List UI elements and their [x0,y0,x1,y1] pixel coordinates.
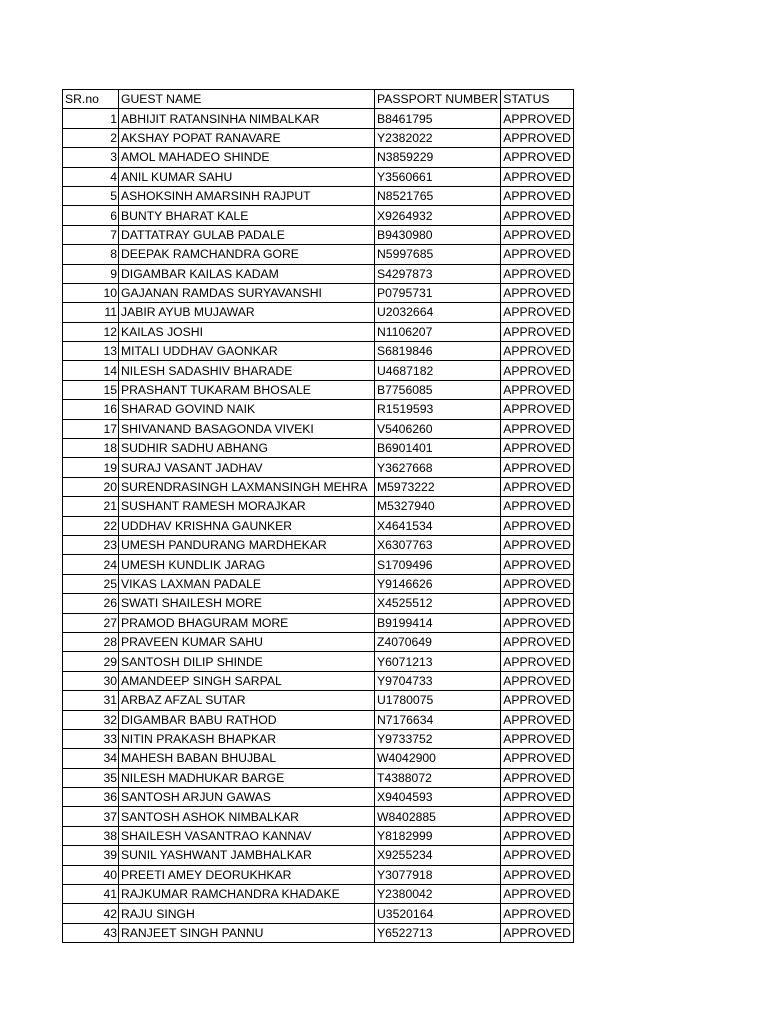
status-cell: APPROVED [501,322,574,341]
guest-name-cell: NILESH SADASHIV BHARADE [119,361,375,380]
passport-number-cell: Y3627668 [375,458,501,477]
sr-no-cell: 17 [63,419,119,438]
table-row [63,128,574,147]
table-row [63,846,574,865]
table-row [63,749,574,768]
passport-number-cell: T4388072 [375,768,501,787]
table-row [63,904,574,923]
table-row [63,768,574,787]
status-cell: APPROVED [501,729,574,748]
table-row [63,807,574,826]
table-row [63,342,574,361]
status-cell: APPROVED [501,225,574,244]
sr-no-cell: 43 [63,923,119,942]
guest-name-cell: UMESH KUNDLIK JARAG [119,555,375,574]
sr-no-cell: 42 [63,904,119,923]
status-cell: APPROVED [501,904,574,923]
sr-no-cell: 12 [63,322,119,341]
passport-number-cell: U4687182 [375,361,501,380]
guest-name-cell: DIGAMBAR BABU RATHOD [119,710,375,729]
guest-name-cell: PRAVEEN KUMAR SAHU [119,632,375,651]
passport-number-cell: N1106207 [375,322,501,341]
status-cell: APPROVED [501,439,574,458]
table-row [63,923,574,942]
table-row [63,458,574,477]
passport-number-cell: Y6522713 [375,923,501,942]
table-row [63,206,574,225]
status-cell: APPROVED [501,361,574,380]
status-cell: APPROVED [501,749,574,768]
sr-no-cell: 35 [63,768,119,787]
guest-name-cell: ASHOKSINH AMARSINH RAJPUT [119,186,375,205]
guest-name-cell: SHARAD GOVIND NAIK [119,400,375,419]
passport-number-cell: S1709496 [375,555,501,574]
table-row [63,109,574,128]
guest-name-cell: SANTOSH ASHOK NIMBALKAR [119,807,375,826]
status-cell: APPROVED [501,652,574,671]
passport-number-cell: X4525512 [375,594,501,613]
table-row [63,632,574,651]
table-row [63,186,574,205]
passport-number-cell: W4042900 [375,749,501,768]
table-row [63,885,574,904]
guest-name-cell: PRAMOD BHAGURAM MORE [119,613,375,632]
header-row [63,90,574,109]
table-row [63,497,574,516]
status-cell: APPROVED [501,167,574,186]
guest-name-cell: UMESH PANDURANG MARDHEKAR [119,535,375,554]
guest-name-cell: NILESH MADHUKAR BARGE [119,768,375,787]
guest-name-cell: SURENDRASINGH LAXMANSINGH MEHRA [119,477,375,496]
passport-number-cell: Y6071213 [375,652,501,671]
table-row [63,167,574,186]
status-cell: APPROVED [501,458,574,477]
table-row [63,245,574,264]
passport-number-cell: Y8182999 [375,826,501,845]
guest-name-cell: KAILAS JOSHI [119,322,375,341]
passport-number-cell: X9404593 [375,788,501,807]
guest-name-cell: ANIL KUMAR SAHU [119,167,375,186]
status-cell: APPROVED [501,380,574,399]
status-cell: APPROVED [501,264,574,283]
table-row [63,283,574,302]
passport-number-cell: Y9733752 [375,729,501,748]
guest-name-cell: RAJU SINGH [119,904,375,923]
table-row [63,322,574,341]
sr-no-cell: 31 [63,691,119,710]
guest-passport-table [62,89,574,943]
sr-no-cell: 33 [63,729,119,748]
table-row [63,535,574,554]
guest-name-cell: SUNIL YASHWANT JAMBHALKAR [119,846,375,865]
status-cell: APPROVED [501,691,574,710]
guest-name-cell: NITIN PRAKASH BHAPKAR [119,729,375,748]
status-cell: APPROVED [501,594,574,613]
sr-no-cell: 32 [63,710,119,729]
sr-no-cell: 38 [63,826,119,845]
passport-number-cell: X9264932 [375,206,501,225]
status-cell: APPROVED [501,865,574,884]
passport-number-cell: B9199414 [375,613,501,632]
passport-number-cell: Y2382022 [375,128,501,147]
status-cell: APPROVED [501,768,574,787]
guest-name-cell: UDDHAV KRISHNA GAUNKER [119,516,375,535]
sr-no-cell: 9 [63,264,119,283]
status-cell: APPROVED [501,710,574,729]
passport-number-cell: U1780075 [375,691,501,710]
guest-name-cell: SANTOSH DILIP SHINDE [119,652,375,671]
status-cell: APPROVED [501,109,574,128]
passport-number-cell: R1519593 [375,400,501,419]
status-cell: APPROVED [501,206,574,225]
guest-name-cell: ARBAZ AFZAL SUTAR [119,691,375,710]
sr-no-cell: 8 [63,245,119,264]
status-cell: APPROVED [501,497,574,516]
status-cell: APPROVED [501,613,574,632]
guest-name-cell: SUDHIR SADHU ABHANG [119,439,375,458]
passport-number-cell: Y3560661 [375,167,501,186]
header-sr-no: SR.no [63,90,119,109]
status-cell: APPROVED [501,807,574,826]
sr-no-cell: 23 [63,535,119,554]
header-passport-number: PASSPORT NUMBER [375,90,501,109]
status-cell: APPROVED [501,555,574,574]
passport-number-cell: Y3077918 [375,865,501,884]
passport-number-cell: Y2380042 [375,885,501,904]
status-cell: APPROVED [501,245,574,264]
status-cell: APPROVED [501,128,574,147]
sr-no-cell: 20 [63,477,119,496]
guest-name-cell: PREETI AMEY DEORUKHKAR [119,865,375,884]
passport-number-cell: U3520164 [375,904,501,923]
guest-name-cell: SANTOSH ARJUN GAWAS [119,788,375,807]
sr-no-cell: 21 [63,497,119,516]
passport-number-cell: V5406260 [375,419,501,438]
passport-number-cell: N8521765 [375,186,501,205]
sr-no-cell: 6 [63,206,119,225]
sr-no-cell: 34 [63,749,119,768]
sr-no-cell: 27 [63,613,119,632]
status-cell: APPROVED [501,923,574,942]
passport-number-cell: P0795731 [375,283,501,302]
passport-number-cell: N7176634 [375,710,501,729]
table-row [63,380,574,399]
table-row [63,594,574,613]
sr-no-cell: 26 [63,594,119,613]
passport-number-cell: X4641534 [375,516,501,535]
status-cell: APPROVED [501,342,574,361]
sr-no-cell: 22 [63,516,119,535]
status-cell: APPROVED [501,535,574,554]
guest-name-cell: SHIVANAND BASAGONDA VIVEKI [119,419,375,438]
passport-number-cell: N3859229 [375,148,501,167]
status-cell: APPROVED [501,632,574,651]
table-row [63,419,574,438]
table-row [63,400,574,419]
status-cell: APPROVED [501,186,574,205]
sr-no-cell: 19 [63,458,119,477]
status-cell: APPROVED [501,283,574,302]
passport-number-cell: B8461795 [375,109,501,128]
passport-number-cell: M5973222 [375,477,501,496]
table-row [63,303,574,322]
passport-number-cell: S4297873 [375,264,501,283]
table-row [63,225,574,244]
sr-no-cell: 10 [63,283,119,302]
status-cell: APPROVED [501,400,574,419]
passport-number-cell: B6901401 [375,439,501,458]
table-row [63,477,574,496]
sr-no-cell: 28 [63,632,119,651]
sr-no-cell: 24 [63,555,119,574]
status-cell: APPROVED [501,574,574,593]
sr-no-cell: 5 [63,186,119,205]
guest-name-cell: PRASHANT TUKARAM BHOSALE [119,380,375,399]
header-status: STATUS [501,90,574,109]
table-row [63,516,574,535]
sr-no-cell: 16 [63,400,119,419]
table-row [63,671,574,690]
status-cell: APPROVED [501,885,574,904]
sr-no-cell: 15 [63,380,119,399]
table-row [63,555,574,574]
passport-number-cell: X6307763 [375,535,501,554]
passport-number-cell: X9255234 [375,846,501,865]
guest-name-cell: BUNTY BHARAT KALE [119,206,375,225]
guest-name-cell: MAHESH BABAN BHUJBAL [119,749,375,768]
guest-name-cell: SWATI SHAILESH MORE [119,594,375,613]
table-row [63,788,574,807]
table-row [63,691,574,710]
guest-name-cell: MITALI UDDHAV GAONKAR [119,342,375,361]
sr-no-cell: 29 [63,652,119,671]
passport-number-cell: W8402885 [375,807,501,826]
guest-name-cell: DEEPAK RAMCHANDRA GORE [119,245,375,264]
passport-number-cell: B9430980 [375,225,501,244]
sr-no-cell: 2 [63,128,119,147]
guest-name-cell: RAJKUMAR RAMCHANDRA KHADAKE [119,885,375,904]
status-cell: APPROVED [501,826,574,845]
table-row [63,264,574,283]
table-body [63,109,574,943]
passport-number-cell: N5997685 [375,245,501,264]
sr-no-cell: 14 [63,361,119,380]
passport-number-cell: U2032664 [375,303,501,322]
guest-name-cell: ABHIJIT RATANSINHA NIMBALKAR [119,109,375,128]
guest-name-cell: AMANDEEP SINGH SARPAL [119,671,375,690]
sr-no-cell: 41 [63,885,119,904]
status-cell: APPROVED [501,846,574,865]
sr-no-cell: 3 [63,148,119,167]
sr-no-cell: 13 [63,342,119,361]
sr-no-cell: 36 [63,788,119,807]
table-row [63,826,574,845]
sr-no-cell: 4 [63,167,119,186]
guest-name-cell: DIGAMBAR KAILAS KADAM [119,264,375,283]
status-cell: APPROVED [501,148,574,167]
sr-no-cell: 1 [63,109,119,128]
status-cell: APPROVED [501,303,574,322]
guest-name-cell: AKSHAY POPAT RANAVARE [119,128,375,147]
sr-no-cell: 7 [63,225,119,244]
passport-number-cell: Z4070649 [375,632,501,651]
passport-number-cell: M5327940 [375,497,501,516]
table-row [63,613,574,632]
table-row [63,710,574,729]
sr-no-cell: 37 [63,807,119,826]
table-row [63,865,574,884]
sr-no-cell: 18 [63,439,119,458]
status-cell: APPROVED [501,671,574,690]
status-cell: APPROVED [501,477,574,496]
guest-name-cell: SUSHANT RAMESH MORAJKAR [119,497,375,516]
status-cell: APPROVED [501,419,574,438]
passport-number-cell: Y9146626 [375,574,501,593]
guest-name-cell: RANJEET SINGH PANNU [119,923,375,942]
guest-name-cell: VIKAS LAXMAN PADALE [119,574,375,593]
table-row [63,361,574,380]
guest-name-cell: GAJANAN RAMDAS SURYAVANSHI [119,283,375,302]
header-guest-name: GUEST NAME [119,90,375,109]
table-row [63,729,574,748]
guest-name-cell: SURAJ VASANT JADHAV [119,458,375,477]
status-cell: APPROVED [501,788,574,807]
status-cell: APPROVED [501,516,574,535]
passport-number-cell: B7756085 [375,380,501,399]
guest-name-cell: DATTATRAY GULAB PADALE [119,225,375,244]
sr-no-cell: 39 [63,846,119,865]
guest-name-cell: AMOL MAHADEO SHINDE [119,148,375,167]
guest-name-cell: JABIR AYUB MUJAWAR [119,303,375,322]
table-row [63,439,574,458]
table-row [63,652,574,671]
table-row [63,574,574,593]
passport-number-cell: S6819846 [375,342,501,361]
sr-no-cell: 40 [63,865,119,884]
sr-no-cell: 25 [63,574,119,593]
guest-name-cell: SHAILESH VASANTRAO KANNAV [119,826,375,845]
sr-no-cell: 11 [63,303,119,322]
passport-number-cell: Y9704733 [375,671,501,690]
sr-no-cell: 30 [63,671,119,690]
table-row [63,148,574,167]
